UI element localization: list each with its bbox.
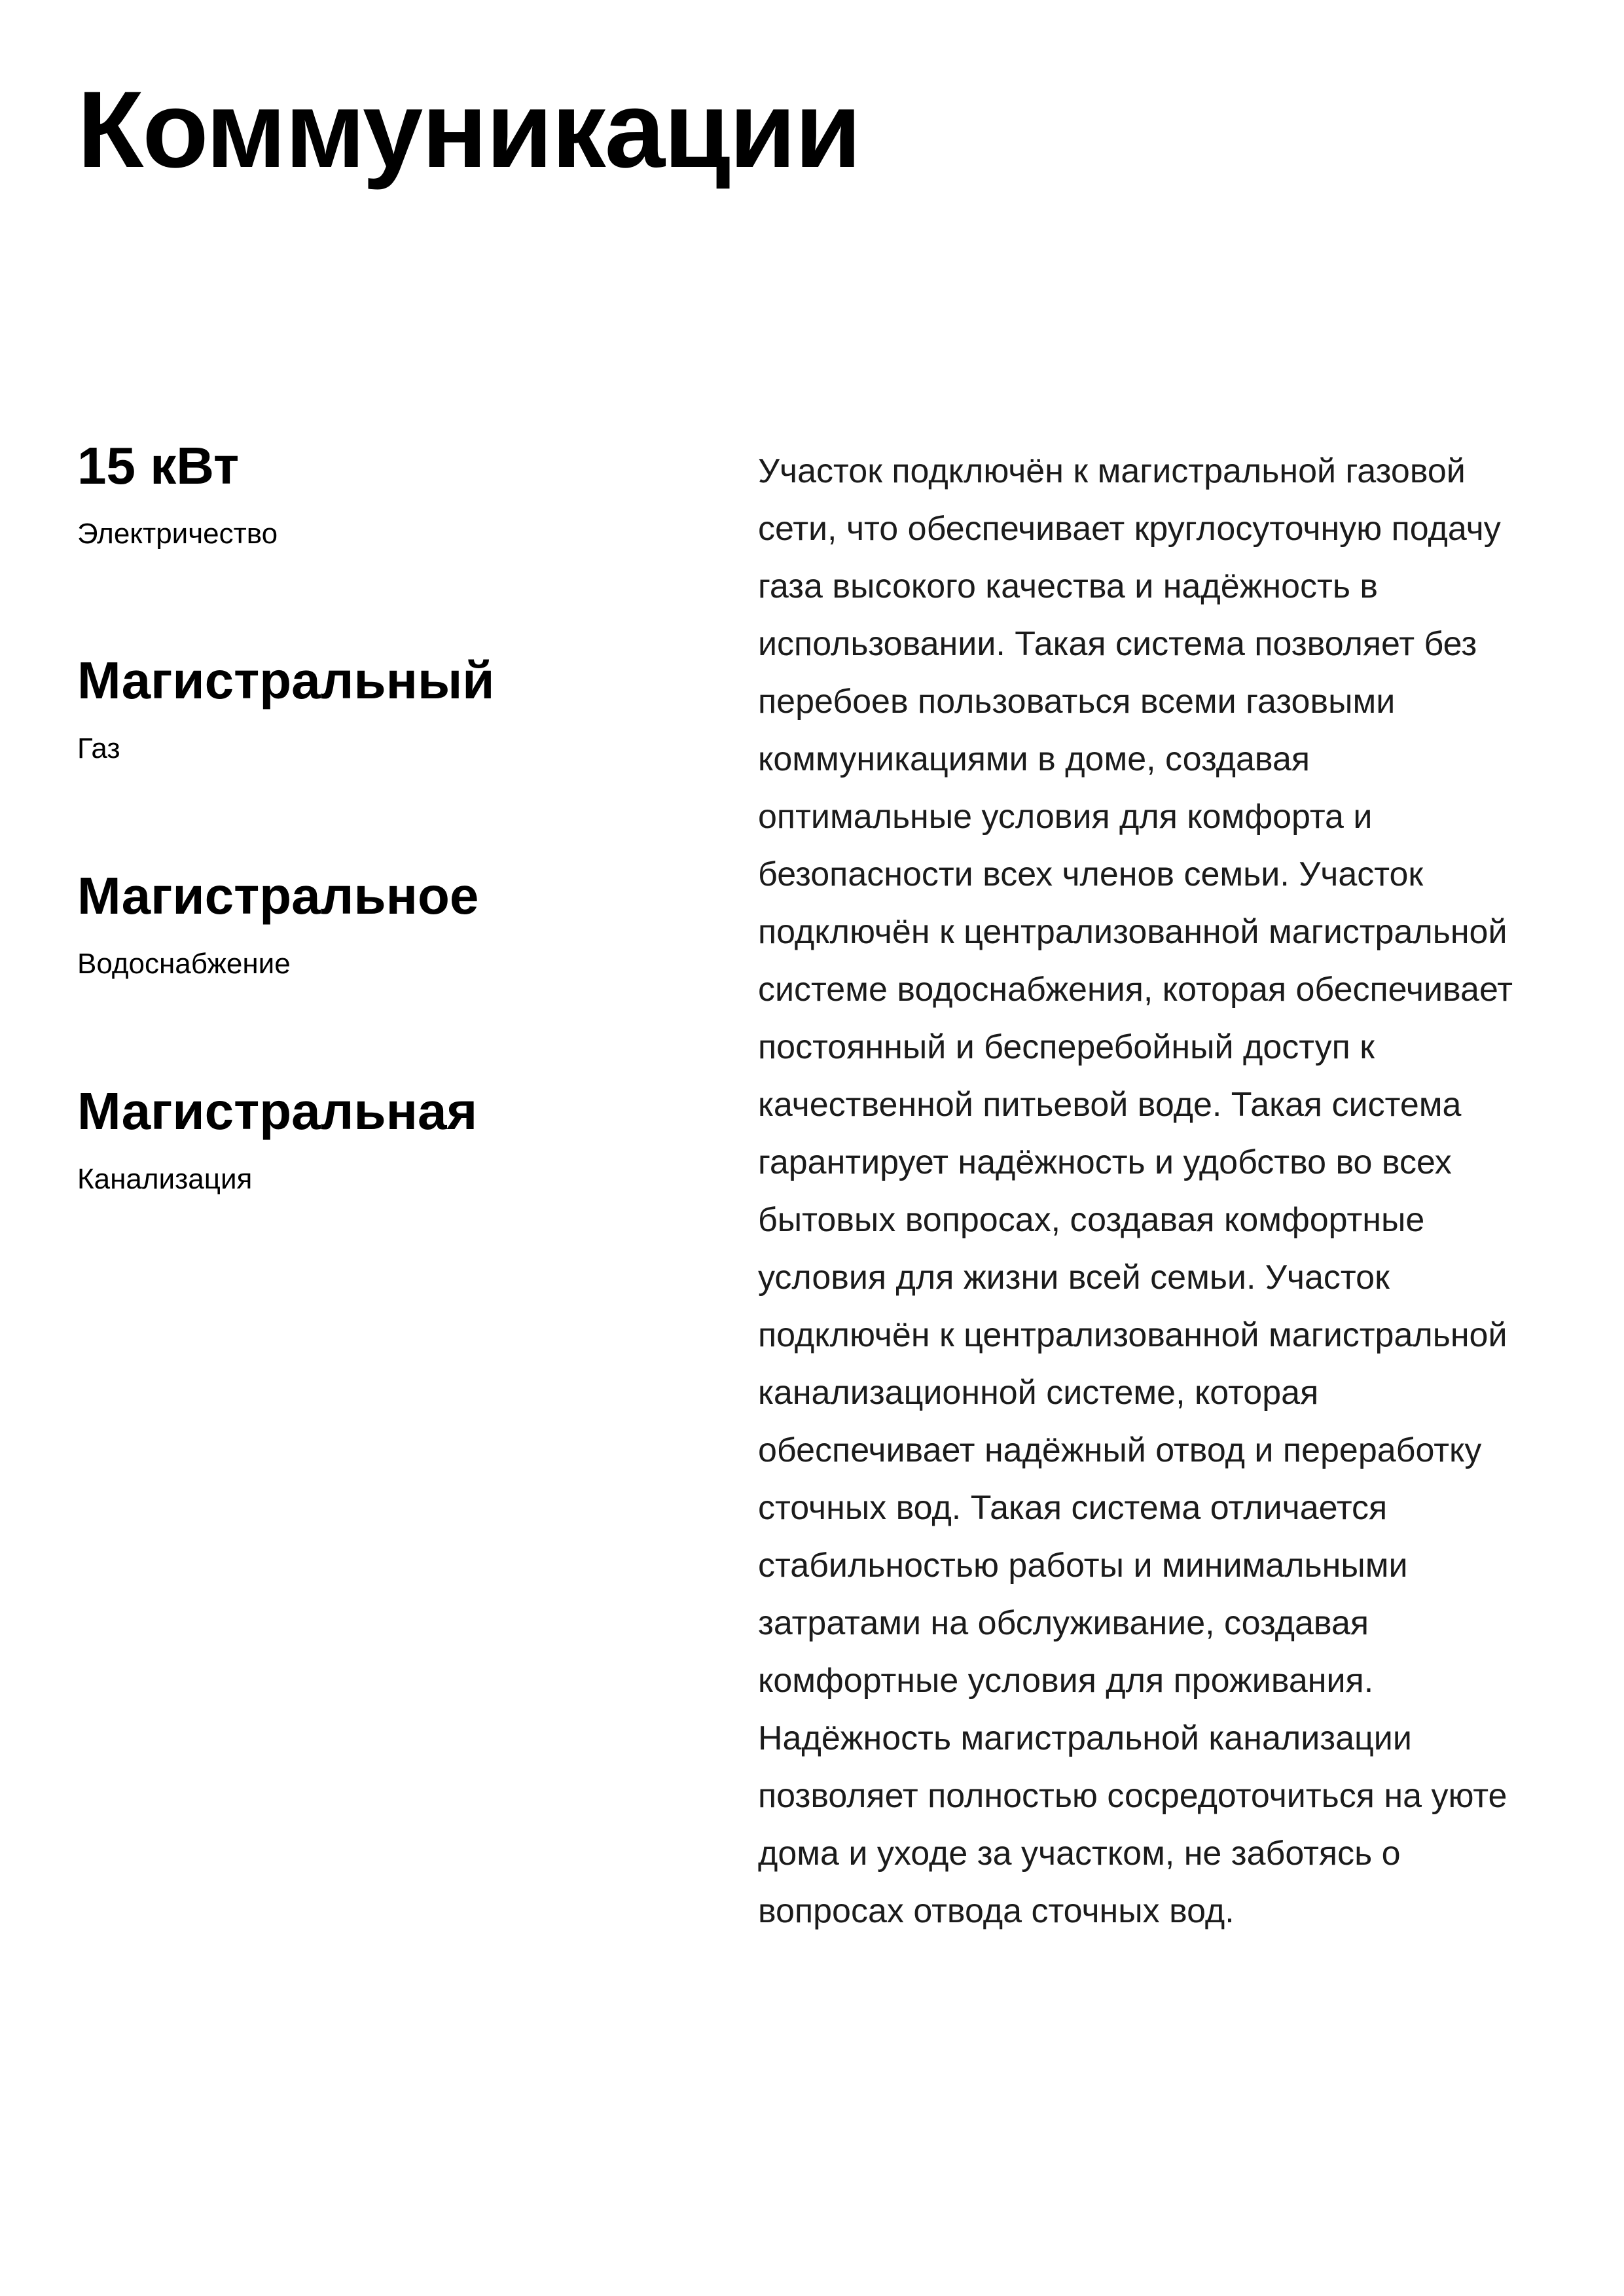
description-line: оптимальные условия для комфорта и xyxy=(758,798,1373,836)
description-line: Надёжность магистральной канализации xyxy=(758,1719,1412,1757)
description-line: газа высокого качества и надёжность в xyxy=(758,567,1379,605)
spec-item-gas xyxy=(77,652,732,766)
spec-value: Магистральное xyxy=(77,867,479,925)
description-text xyxy=(758,442,1570,1940)
spec-value: Магистральный xyxy=(77,651,495,709)
spec-value: Магистральная xyxy=(77,1082,478,1140)
spec-label: Канализация xyxy=(77,1163,253,1195)
description-line: дома и уходе за участком, не заботясь о xyxy=(758,1835,1401,1873)
spec-label: Газ xyxy=(77,732,120,764)
spec-item-water xyxy=(77,867,732,982)
description-line: позволяет полностью сосредоточиться на уюте xyxy=(758,1777,1507,1815)
description-line: бытовых вопросах, создавая комфортные xyxy=(758,1201,1425,1239)
spec-item-electricity xyxy=(77,437,732,552)
spec-item-sewerage xyxy=(77,1083,732,1197)
description-line: канализационной системе, которая xyxy=(758,1374,1319,1412)
description-line: вопросах отвода сточных вод. xyxy=(758,1892,1235,1930)
description-line: постоянный и бесперебойный доступ к xyxy=(758,1028,1375,1066)
description-line: Участок подключён к магистральной газовой xyxy=(758,452,1466,490)
description-line: сточных вод. Такая система отличается xyxy=(758,1489,1388,1527)
spec-label: Водоснабжение xyxy=(77,948,291,980)
spec-label: Электричество xyxy=(77,518,278,550)
description-line: использовании. Такая система позволяет без xyxy=(758,625,1477,663)
description-line: безопасности всех членов семьи. Участок xyxy=(758,855,1424,893)
description-line: стабильностью работы и минимальными xyxy=(758,1547,1408,1585)
page-title: Коммуникации xyxy=(77,69,861,190)
spec-value: 15 кВт xyxy=(77,437,240,495)
description-line: сети, что обеспечивает круглосуточную подачу xyxy=(758,510,1501,548)
description-line: обеспечивает надёжный отвод и переработку xyxy=(758,1431,1482,1469)
description-line: качественной питьевой воде. Такая система xyxy=(758,1086,1462,1124)
description-line: системе водоснабжения, которая обеспечивает xyxy=(758,971,1513,1009)
description-line: гарантирует надёжность и удобство во всех xyxy=(758,1143,1452,1181)
description-line: затратами на обслуживание, создавая xyxy=(758,1604,1369,1642)
description-line: подключён к централизованной магистральной xyxy=(758,1316,1507,1354)
description-line: комфортные условия для проживания. xyxy=(758,1662,1374,1700)
description-line: перебоев пользоваться всеми газовыми xyxy=(758,683,1396,721)
description-line: подключён к централизованной магистральной xyxy=(758,913,1507,951)
description-line: условия для жизни всей семьи. Участок xyxy=(758,1259,1390,1297)
description-line: коммуникациями в доме, создавая xyxy=(758,740,1310,778)
